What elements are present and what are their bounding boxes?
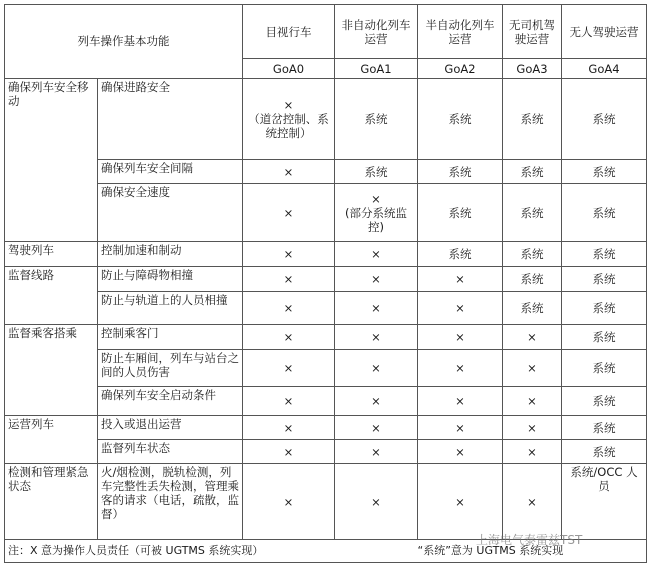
mode-value-cell: 系统 xyxy=(562,416,647,440)
group-name-cell: 运营列车 xyxy=(5,416,98,464)
table-row xyxy=(5,160,647,184)
mode-value-cell: 系统 xyxy=(562,160,647,184)
mode-value-cell: × xyxy=(335,464,418,540)
mode-value-cell: 系统 xyxy=(562,349,647,386)
table-row xyxy=(5,440,647,464)
mode-value-cell: 系统 xyxy=(562,267,647,292)
mode-value-cell: × xyxy=(243,267,335,292)
goa-header-0: GoA0 xyxy=(243,59,335,79)
table-row xyxy=(5,464,647,540)
mode-value-cell: × xyxy=(335,387,418,416)
group-name-cell: 检测和管理紧急状态 xyxy=(5,464,98,540)
function-label-cell: 确保进路安全 xyxy=(98,78,243,159)
table-row xyxy=(5,387,647,416)
table-row xyxy=(5,78,647,159)
mode-value-cell: 系统 xyxy=(562,292,647,324)
mode-value-cell: 系统 xyxy=(418,242,503,267)
mode-value-cell: × xyxy=(243,349,335,386)
footer-note-right: “系统”意为 UGTMS 系统实现 xyxy=(418,540,647,563)
mode-value-cell: × xyxy=(418,267,503,292)
function-title-cell xyxy=(5,5,243,79)
mode-value-cell: × xyxy=(243,324,335,349)
mode-value-cell: × xyxy=(335,324,418,349)
mode-value-cell: × xyxy=(243,184,335,242)
mode-value-cell: 系统 xyxy=(503,78,562,159)
mode-value-cell: 系统 xyxy=(562,440,647,464)
mode-value-cell: 系统 xyxy=(418,184,503,242)
function-label-cell: 监督列车状态 xyxy=(98,440,243,464)
mode-value-cell: × xyxy=(243,292,335,324)
mode-value-cell: 系统 xyxy=(418,78,503,159)
group-name-cell: 确保列车安全移动 xyxy=(5,78,98,241)
table-row xyxy=(5,242,647,267)
table-row xyxy=(5,324,647,349)
mode-value-cell: 系统 xyxy=(562,324,647,349)
watermark: 上海电气泰雷兹TST xyxy=(476,533,583,547)
mode-value-cell: × xyxy=(243,160,335,184)
mode-value-cell: 系统 xyxy=(418,160,503,184)
mode-value-cell: × xyxy=(243,416,335,440)
mode-value-cell: × xyxy=(503,464,562,540)
mode-value-cell: 系统 xyxy=(562,242,647,267)
mode-value-cell: × xyxy=(335,242,418,267)
mode-value-cell: × xyxy=(335,292,418,324)
table-row xyxy=(5,267,647,292)
mode-value-cell: × xyxy=(335,267,418,292)
mode-value-cell: × xyxy=(418,464,503,540)
mode-value-cell: × xyxy=(335,440,418,464)
function-label-cell: 投入或退出运营 xyxy=(98,416,243,440)
group-name-cell: 驾驶列车 xyxy=(5,242,98,267)
mode-value-cell: 系统 xyxy=(503,267,562,292)
mode-value-cell: × xyxy=(243,464,335,540)
mode-value-cell: × xyxy=(243,440,335,464)
mode-value-cell: × xyxy=(418,349,503,386)
mode-value-cell: 系统 xyxy=(335,78,418,159)
function-label-cell: 控制乘客门 xyxy=(98,324,243,349)
table-row xyxy=(5,292,647,324)
mode-value-cell: 系统 xyxy=(503,292,562,324)
function-label-cell: 防止与障碍物相撞 xyxy=(98,267,243,292)
function-label-cell: 控制加速和制动 xyxy=(98,242,243,267)
mode-value-cell: 系统 xyxy=(503,242,562,267)
group-name-cell: 监督乘客搭乘 xyxy=(5,324,98,416)
mode-value-cell: 系统 xyxy=(562,78,647,159)
mode-header-2: 半自动化列车运营 xyxy=(418,5,503,59)
mode-value-cell: × xyxy=(503,349,562,386)
mode-value-cell: 系统 xyxy=(562,387,647,416)
mode-value-cell: × xyxy=(418,440,503,464)
mode-value-cell: × xyxy=(503,416,562,440)
mode-value-cell: 系统/OCC 人员 xyxy=(562,464,647,540)
mode-value-cell: × xyxy=(503,440,562,464)
mode-value-cell: × xyxy=(243,242,335,267)
mode-value-cell: × xyxy=(243,387,335,416)
function-label-cell: 防止与轨道上的人员相撞 xyxy=(98,292,243,324)
function-label-cell: 火/烟检测，脱轨检测，列车完整性丢失检测，管理乘客的请求（电话，疏散，监督） xyxy=(98,464,243,540)
mode-header-4: 无人驾驶运营 xyxy=(562,5,647,59)
goa-header-2: GoA2 xyxy=(418,59,503,79)
mode-value-cell: × xyxy=(418,324,503,349)
goa-function-table xyxy=(4,4,647,563)
group-name-cell: 监督线路 xyxy=(5,267,98,324)
mode-header-1: 非自动化列车运营 xyxy=(335,5,418,59)
table-row xyxy=(5,184,647,242)
mode-value-cell: × xyxy=(418,387,503,416)
mode-value-cell: 系统 xyxy=(335,160,418,184)
function-label-cell: 确保列车安全间隔 xyxy=(98,160,243,184)
footer-note-left: 注：X 意为操作人员责任（可被 UGTMS 系统实现） xyxy=(5,540,418,563)
goa-header-3: GoA3 xyxy=(503,59,562,79)
goa-header-1: GoA1 xyxy=(335,59,418,79)
function-label-cell: 确保列车安全启动条件 xyxy=(98,387,243,416)
mode-value-cell: × xyxy=(503,387,562,416)
mode-header-3: 无司机驾驶运营 xyxy=(503,5,562,59)
mode-value-cell: × （道岔控制、系统控制） xyxy=(243,78,335,159)
table-row xyxy=(5,349,647,386)
mode-value-cell: × xyxy=(335,349,418,386)
function-label-cell: 防止车厢间，列车与站台之间的人员伤害 xyxy=(98,349,243,386)
mode-value-cell: 系统 xyxy=(503,184,562,242)
function-title: 列车操作基本功能 xyxy=(77,34,170,49)
mode-value-cell: × xyxy=(503,324,562,349)
mode-header-0: 目视行车 xyxy=(243,5,335,59)
mode-value-cell: × xyxy=(335,416,418,440)
mode-value-cell: × xyxy=(418,292,503,324)
function-label-cell: 确保安全速度 xyxy=(98,184,243,242)
mode-value-cell: × xyxy=(418,416,503,440)
mode-value-cell: 系统 xyxy=(562,184,647,242)
mode-value-cell: × (部分系统监控) xyxy=(335,184,418,242)
table-row xyxy=(5,416,647,440)
mode-value-cell: 系统 xyxy=(503,160,562,184)
goa-header-4: GoA4 xyxy=(562,59,647,79)
